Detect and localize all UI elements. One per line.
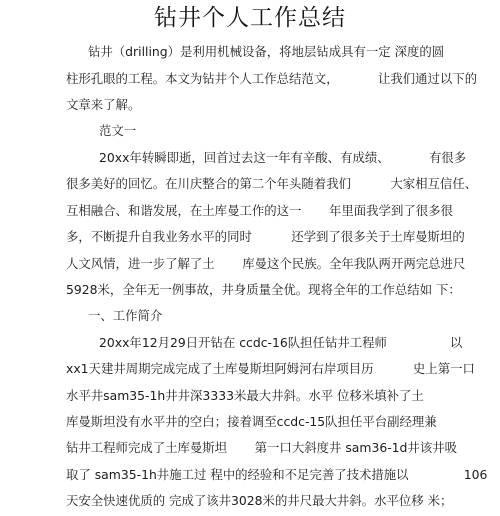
- paragraph-line: 多，不断提升自我业务水平的同时 还学到了很多关于土库曼斯坦的: [66, 229, 465, 244]
- paragraph-line: 很多美好的回忆。在川庆整合的第二个年头随着我们 大家相互信任、: [66, 176, 478, 191]
- paragraph-line: 20xx年12月29日开钻在 ccdc-16队担任钻井工程师 以: [99, 335, 463, 350]
- paragraph-line: 20xx年转瞬即逝，回首过去这一年有辛酸、有成绩、 有很多: [99, 150, 467, 165]
- paragraph-line: 互相融合、和谐发展，在土库曼工作的这一 年里面我学到了很多很: [66, 203, 453, 218]
- paragraph-line: 5928米，全年无一例事故，井身质量全优。现将全年的工作总结如 下：: [66, 282, 461, 297]
- paragraph-line: 钻井工程师完成了土库曼斯坦 第一口大斜度井 sam36-1d井该井吸: [66, 440, 457, 455]
- paragraph-line: 天安全快速优质的 完成了该井3028米的井尺最大井斜。水平位移 米；: [66, 493, 453, 508]
- paragraph-line: 人文风情，进一步了解了土 库曼这个民族。全年我队两开两完总进尺: [66, 256, 466, 271]
- paragraph-line: 文章来了解。: [66, 97, 141, 112]
- paragraph-line: xx1天建井周期完成完成了土库曼斯坦阿姆河右岸项目历 史上第一口: [66, 361, 475, 376]
- paragraph-line: 柱形孔眼的工程。本文为钻井个人工作总结范文， 让我们通过以下的: [66, 71, 478, 86]
- paragraph-line: 取了 sam35-1h井施工过 程中的经验和不足完善了技术措施以 106: [66, 467, 488, 482]
- paragraph-line: 库曼斯坦没有水平井的空白；接着调至ccdc-15队担任平台副经理兼: [66, 414, 437, 429]
- paragraph-line: 水平井sam35-1h井井深3333米最大井斜。水平 位移米填补了土: [66, 388, 424, 403]
- document-title: 钻井个人工作总结: [154, 5, 346, 31]
- section-heading: 范文一: [99, 123, 137, 138]
- paragraph-line: 钻井（drilling）是利用机械设备，将地层钻成具有一定 深度的圆: [88, 44, 445, 59]
- section-heading: 一、工作简介: [88, 308, 163, 323]
